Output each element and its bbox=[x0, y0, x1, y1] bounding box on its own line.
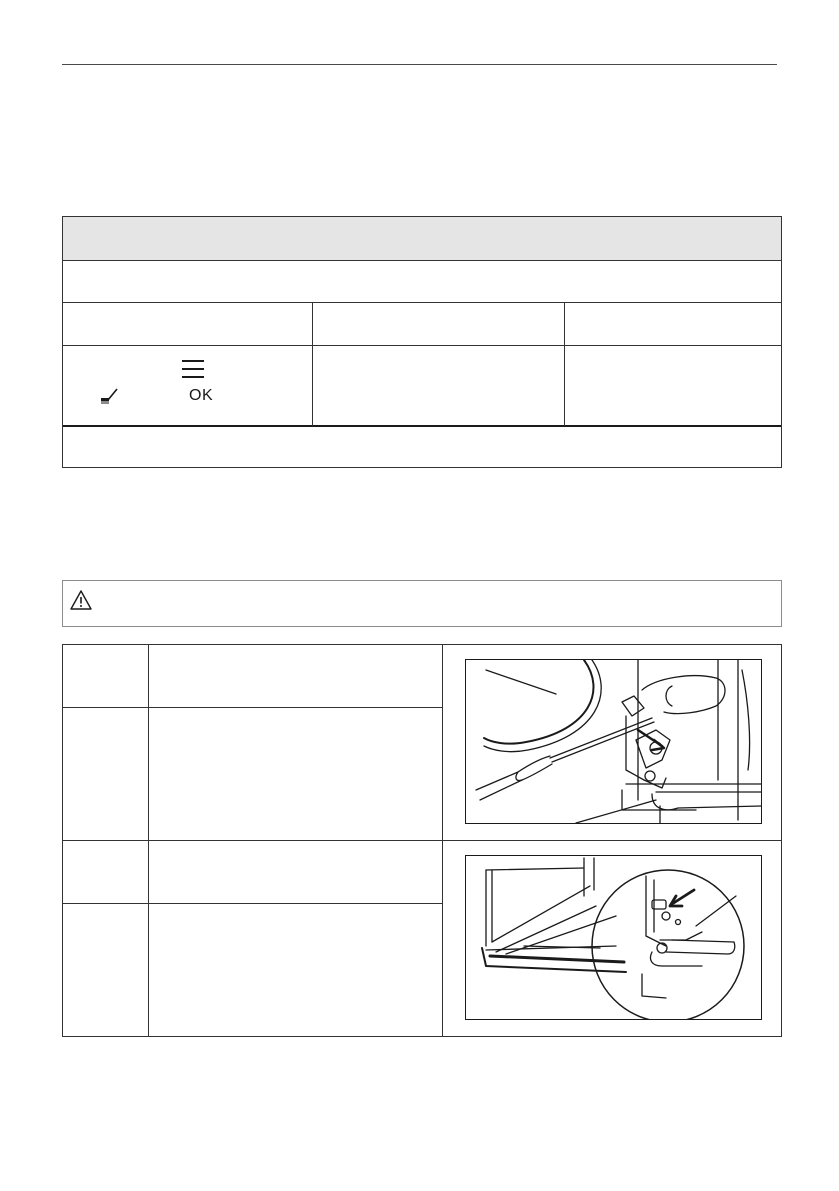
warning-box bbox=[62, 580, 782, 627]
ok-icon: OK bbox=[189, 387, 214, 404]
menu-icon bbox=[182, 360, 206, 380]
table-row-divider bbox=[63, 345, 781, 346]
header-rule bbox=[62, 64, 777, 65]
step-row-divider bbox=[63, 707, 442, 708]
warning-triangle-icon bbox=[69, 589, 93, 611]
table-row-divider bbox=[63, 302, 781, 303]
table-column-divider bbox=[312, 302, 313, 426]
step-row-divider bbox=[63, 903, 442, 904]
cleaning-brush-icon bbox=[99, 385, 119, 405]
step-row-divider bbox=[63, 840, 781, 841]
settings-table bbox=[62, 216, 782, 468]
table-row-divider bbox=[63, 425, 781, 427]
door-hinge-screwdriver-figure bbox=[465, 659, 762, 824]
table-header-row bbox=[63, 217, 781, 261]
door-hinge-lock-detail-figure bbox=[465, 855, 762, 1020]
steps-table bbox=[62, 644, 782, 1037]
table-column-divider bbox=[564, 302, 565, 426]
